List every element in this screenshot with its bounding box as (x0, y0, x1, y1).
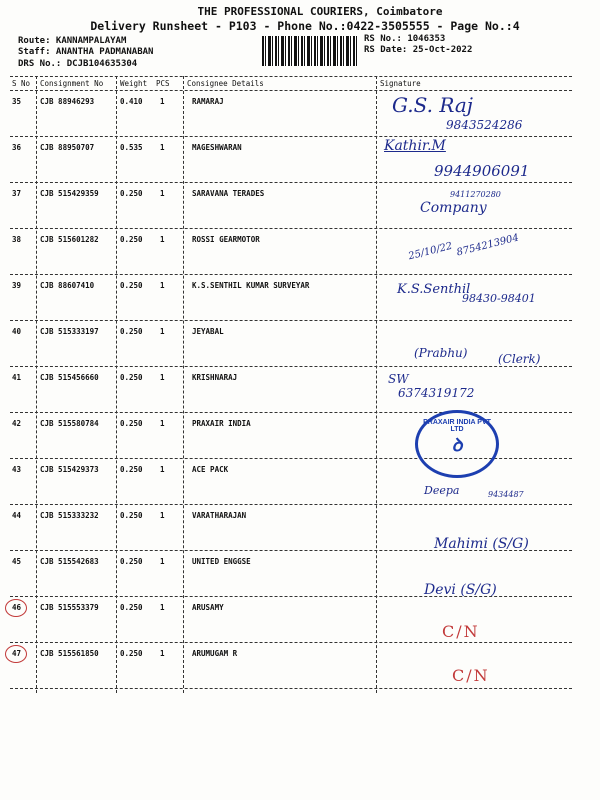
row-rule (10, 228, 572, 229)
row-sno: 46 (12, 603, 22, 612)
signature-39: K.S.Senthil (397, 282, 471, 297)
row-pcs: 1 (160, 373, 165, 382)
row-rule (10, 320, 572, 321)
row-pcs: 1 (160, 465, 165, 474)
row-sno: 35 (12, 97, 22, 106)
col-header-consignment: Consignment No (40, 79, 104, 88)
company-stamp (415, 410, 499, 478)
phone-note-36: 9944906091 (434, 162, 530, 180)
row-pcs: 1 (160, 511, 165, 520)
row-sno: 45 (12, 557, 22, 566)
row-name: SARAVANA TERADES (192, 189, 265, 198)
row-wt: 0.250 (120, 327, 143, 336)
row-cn: CJB 515580784 (40, 419, 99, 428)
row-rule (10, 136, 572, 137)
row-cn: CJB 515542683 (40, 557, 99, 566)
row-pcs: 1 (160, 281, 165, 290)
row-rule (10, 412, 572, 413)
signature-37: Company (420, 200, 487, 216)
stamp-signature: ꝺ (451, 435, 463, 456)
row-wt: 0.250 (120, 419, 143, 428)
col-header-consignee: Consignee Details (187, 79, 264, 88)
row-pcs: 1 (160, 143, 165, 152)
row-sno: 43 (12, 465, 22, 474)
row-pcs: 1 (160, 97, 165, 106)
row-sno: 41 (12, 373, 22, 382)
row-cn: CJB 515429359 (40, 189, 99, 198)
row-pcs: 1 (160, 419, 165, 428)
rs-date: RS Date: 25-Oct-2022 (364, 45, 473, 55)
row-wt: 0.250 (120, 465, 143, 474)
row-sno: 37 (12, 189, 22, 198)
row-sno: 42 (12, 419, 22, 428)
runsheet-subtitle: Delivery Runsheet - P103 - Phone No.:0422-3505555 - Page No.:4 (90, 19, 520, 33)
signature-47: C/N (452, 666, 490, 685)
row-name: VARATHARAJAN (192, 511, 247, 520)
row-cn: CJB 515601282 (40, 235, 99, 244)
row-wt: 0.250 (120, 281, 143, 290)
row-sno: 40 (12, 327, 22, 336)
signature-43: Deepa (424, 484, 460, 497)
staff-label: Staff: ANANTHA PADMANABAN (18, 47, 154, 57)
row-name: ARUSAMY (192, 603, 224, 612)
row-sno: 38 (12, 235, 22, 244)
row-name: MAGESHWARAN (192, 143, 242, 152)
row-wt: 0.410 (120, 97, 143, 106)
red-circle-47 (5, 645, 27, 663)
note-43: 9434487 (488, 490, 524, 499)
rs-number: RS No.: 1046353 (364, 34, 446, 44)
signature-44: Mahimi (S/G) (434, 536, 529, 552)
phone-note-35: 9843524286 (446, 118, 523, 132)
row-pcs: 1 (160, 603, 165, 612)
note-40: (Clerk) (498, 352, 541, 366)
row-wt: 0.250 (120, 603, 143, 612)
phone-note-39: 98430-98401 (462, 292, 536, 305)
col-header-sno: S No (12, 79, 31, 88)
signature-35: G.S. Raj (392, 93, 473, 117)
row-wt: 0.535 (120, 143, 143, 152)
row-name: RAMARAJ (192, 97, 224, 106)
row-pcs: 1 (160, 327, 165, 336)
phone-note-37: 9411270280 (450, 190, 501, 199)
runsheet-title: THE PROFESSIONAL COURIERS, Coimbatore (197, 5, 443, 18)
signature-36: Kathir.M (384, 138, 446, 154)
col-divider (36, 76, 37, 693)
row-rule (10, 366, 572, 367)
row-pcs: 1 (160, 189, 165, 198)
row-sno: 39 (12, 281, 22, 290)
signature-41: SW (388, 372, 409, 386)
row-name: UNITED ENGGSE (192, 557, 251, 566)
row-name: ARUMUGAM R (192, 649, 238, 658)
row-pcs: 1 (160, 235, 165, 244)
signature-40: (Prabhu) (414, 346, 468, 360)
row-rule (10, 688, 572, 689)
row-cn: CJB 88946293 (40, 97, 95, 106)
row-cn: CJB 515333197 (40, 327, 99, 336)
barcode (262, 36, 358, 66)
table-top-rule (10, 76, 572, 77)
row-rule (10, 182, 572, 183)
row-wt: 0.250 (120, 557, 143, 566)
row-name: PRAXAIR INDIA (192, 419, 251, 428)
row-sno: 47 (12, 649, 22, 658)
row-name: JEYABAL (192, 327, 224, 336)
row-wt: 0.250 (120, 235, 143, 244)
phone-note-38: 8754213904 (455, 232, 521, 259)
row-name: ROSSI GEARMOTOR (192, 235, 260, 244)
col-header-signature: Signature (380, 79, 421, 88)
row-pcs: 1 (160, 649, 165, 658)
row-cn: CJB 88607410 (40, 281, 95, 290)
row-sno: 44 (12, 511, 22, 520)
phone-note-41: 6374319172 (398, 386, 475, 400)
row-rule (10, 642, 572, 643)
red-circle-46 (5, 599, 27, 617)
col-header-weight: Weight (120, 79, 148, 88)
stamp-text: PRAXAIR INDIA PVT LTD (423, 419, 491, 433)
header-rule (10, 90, 572, 91)
row-rule (10, 504, 572, 505)
signature-46: C/N (442, 622, 480, 641)
row-pcs: 1 (160, 557, 165, 566)
route-label: Route: KANNAMPALAYAM (18, 36, 127, 46)
row-name: ACE PACK (192, 465, 229, 474)
row-cn: CJB 515333232 (40, 511, 99, 520)
row-cn: CJB 515429373 (40, 465, 99, 474)
row-cn: CJB 515553379 (40, 603, 99, 612)
row-wt: 0.250 (120, 511, 143, 520)
row-wt: 0.250 (120, 373, 143, 382)
col-divider (116, 76, 117, 693)
signature-45: Devi (S/G) (424, 582, 497, 598)
row-name: KRISHNARAJ (192, 373, 238, 382)
row-cn: CJB 515561850 (40, 649, 99, 658)
row-wt: 0.250 (120, 189, 143, 198)
row-sno: 36 (12, 143, 22, 152)
row-rule (10, 274, 572, 275)
row-name: K.S.SENTHIL KUMAR SURVEYAR (192, 281, 310, 290)
row-cn: CJB 515456660 (40, 373, 99, 382)
signature-38: 25/10/22 (407, 240, 454, 263)
row-cn: CJB 88950707 (40, 143, 95, 152)
row-wt: 0.250 (120, 649, 143, 658)
col-divider (376, 76, 377, 693)
drs-number: DRS No.: DCJB104635304 (18, 59, 138, 69)
col-header-pcs: PCS (156, 79, 170, 88)
col-divider (183, 76, 184, 693)
